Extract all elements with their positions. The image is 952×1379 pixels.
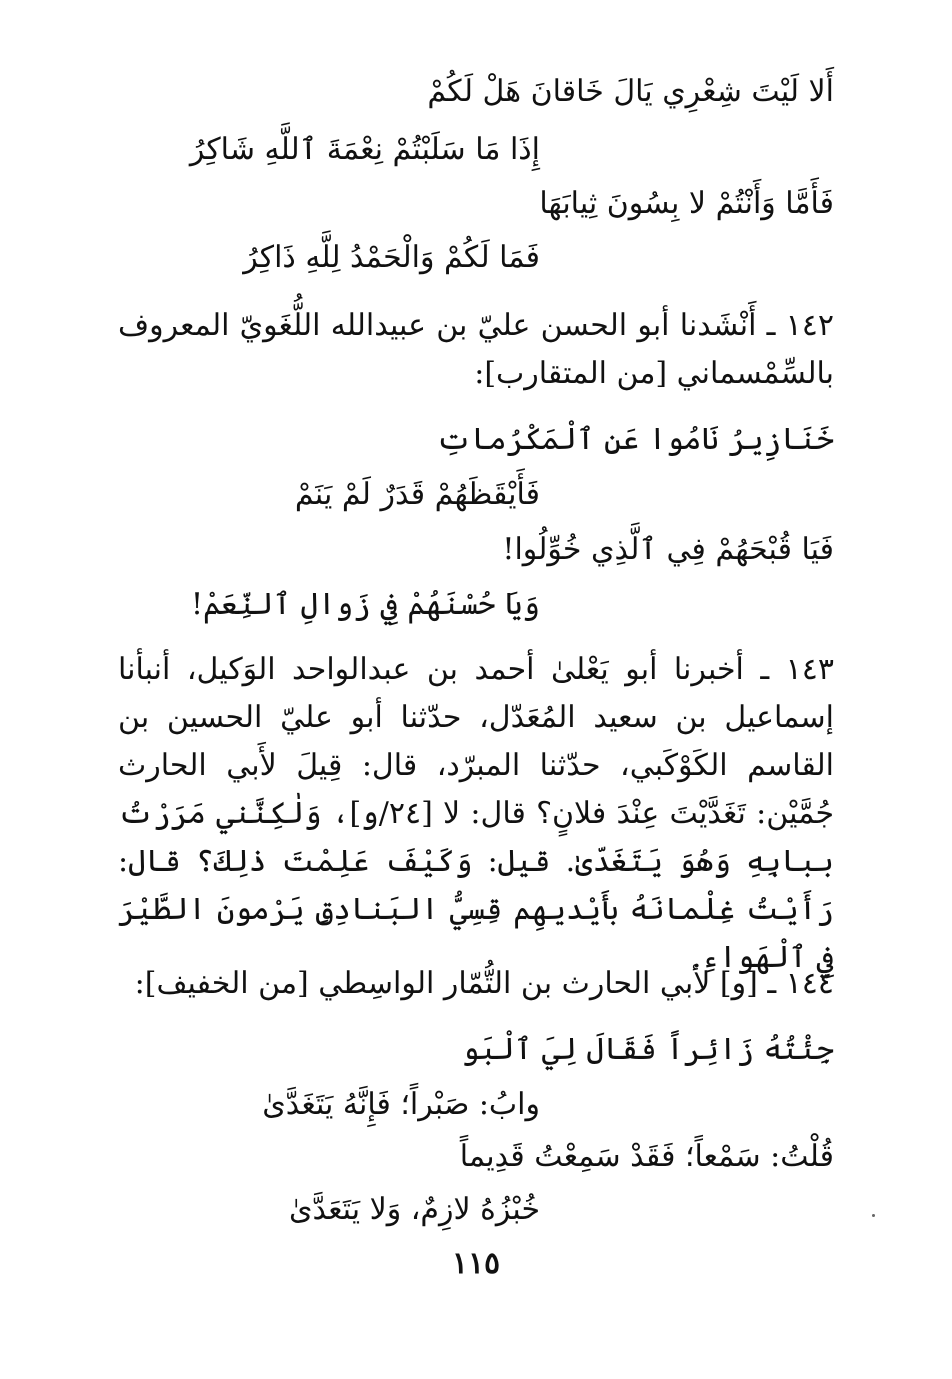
- entry-142-paragraph: ١٤٢ ـ أَنْشَدنا أبو الحسن عليّ بن عبيدالله اللُّغَويّ المعروف بالسِّمْسماني [من المتقارب]:: [118, 308, 834, 391]
- poem2-line-2: فَأَيْقَظَهُمْ قَدَرٌ لَمْ يَنَمْ: [294, 477, 540, 512]
- poem3-line-2: وابُ: صَبْراً؛ فَإِنَّهُ يَتَغَدَّىٰ: [262, 1087, 540, 1122]
- page-number: ١١٥: [451, 1246, 501, 1281]
- poem1-line-4: فَمَا لَكُمْ وَالْحَمْدُ لِلَّهِ ذَاكِرُ: [243, 240, 540, 275]
- poem3-line-3: قُلْتُ: سَمْعاً؛ فَقَدْ سَمِعْتُ قَدِيماً: [459, 1139, 834, 1174]
- poem2-line-4: وَيَا حُسْنَهُمْ فِي زَوالِ ٱلنِّعَمْ!: [190, 587, 540, 622]
- poem3-line-4: خُبْزُهُ لازِمٌ، وَلا يَتَعَدَّىٰ: [288, 1192, 540, 1227]
- entry-144-heading: ١٤٤ ـ [و] لأبي الحارث بن التُّمّار الواسِطي [من الخفيف]:: [134, 966, 834, 1001]
- poem1-line-1: أَلا لَيْتَ شِعْرِي يَالَ خَاقانَ هَلْ لَكُمْ: [427, 74, 834, 109]
- poem3-line-1: جِئْتُهُ زَائِراً فَقَالَ لِيَ ٱلْبَو: [461, 1032, 834, 1067]
- poem1-line-3: فَأَمَّا وَأَنْتُمْ لا بِسُونَ ثِيابَهَا: [539, 186, 834, 221]
- poem2-line-3: فَيَا قُبْحَهُمْ فِي ٱلَّذِي خُوِّلُوا!: [502, 532, 834, 567]
- scan-speck: [872, 1214, 875, 1217]
- poem1-line-2: إِذَا مَا سَلَبْتُمْ نِعْمَةَ ٱللَّهِ شَاكِرُ: [189, 132, 540, 167]
- entry-143-paragraph: ١٤٣ ـ أخبرنا أبو يَعْلىٰ أحمد بن عبدالواحد الوَكيل، أنبأنا إسماعيل بن سعيد المُعَدّل، حدّثنا أبو عليّ الحسين بن القاسم الكَوْكَبي، حدّثنا المبرّد، قال: قِيلَ لأَبي الحارث جُمَّيْن: تَغَدَّيْتَ عِنْدَ فلانٍ؟ قال: لا [٢٤/و]، وَلٰكِنَّني مَرَرْتُ ببابِهِ وَهُوَ يَتَغَدّىٰ. قيل: وَكَيْفَ عَلِمْتَ ذٰلِكَ؟ قال: رَأَيْتُ غِلْمانَهُ بأَيْديهِم قِسِيُّ البَنادِقِ يَرْمونَ الطَّيْرَ فِي ٱلْهَواءِ.: [118, 652, 835, 975]
- poem2-line-1: خَنَازِيرُ نَامُوا عَنِ ٱلْمَكْرُماتِ: [436, 422, 834, 457]
